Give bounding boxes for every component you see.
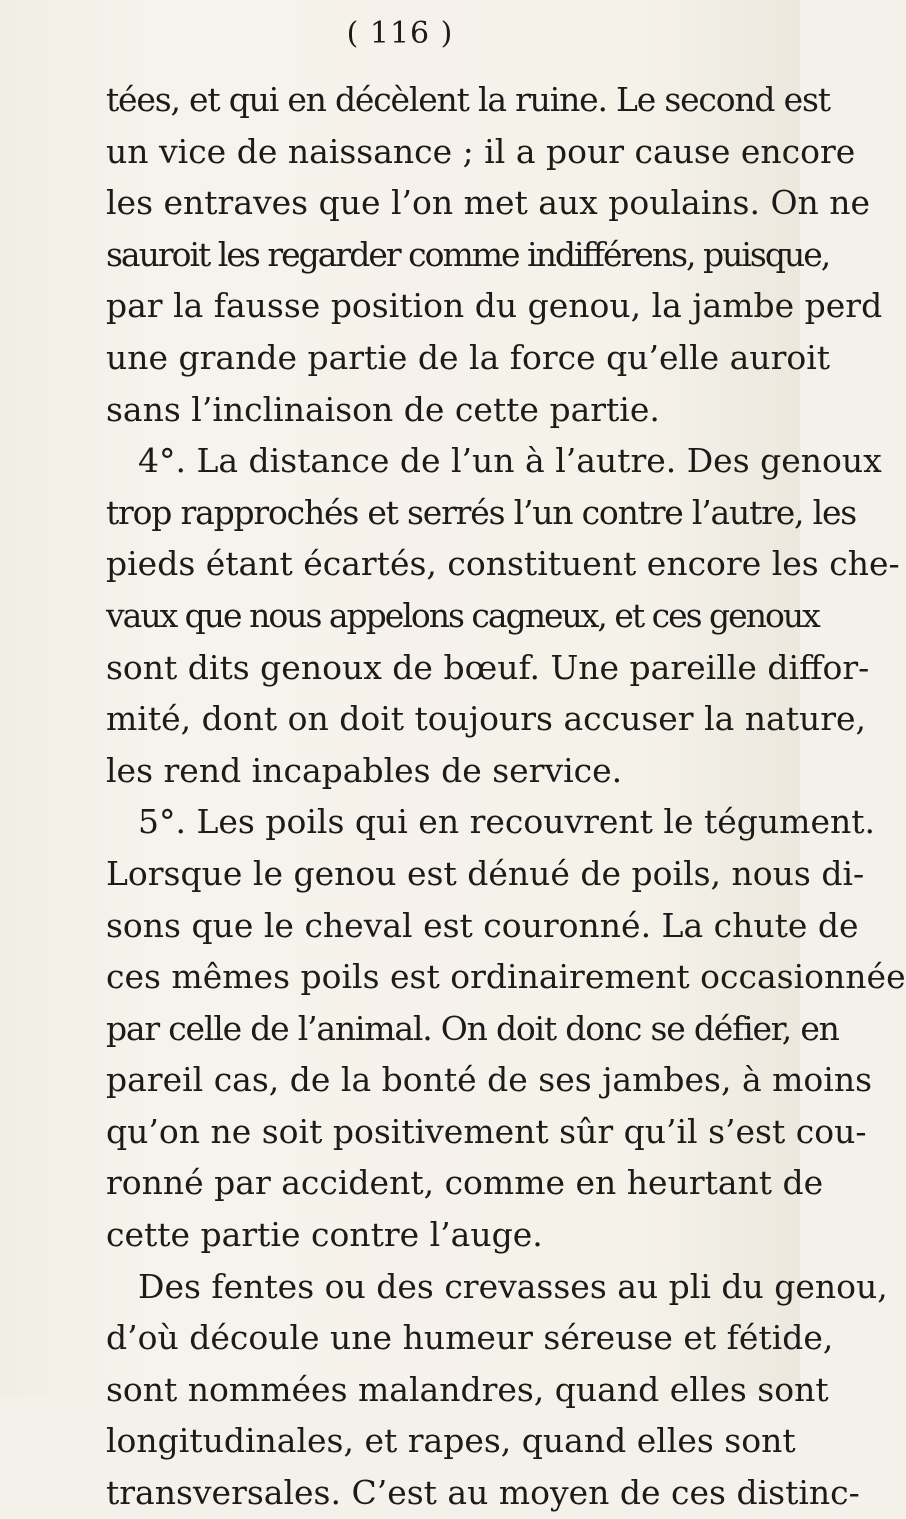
text-line: les entraves que l’on met aux poulains. On ne bbox=[106, 183, 871, 223]
text-line: qu’on ne soit positivement sûr qu’il s’est cou- bbox=[106, 1111, 867, 1151]
text-line: les rend incapables de service. bbox=[106, 750, 623, 790]
text-line: une grande partie de la force qu’elle auroit bbox=[106, 337, 831, 377]
text-line: 5°. Les poils qui en recouvrent le tégument. bbox=[138, 802, 875, 842]
text-line: sons que le cheval est couronné. La chute de bbox=[106, 905, 859, 945]
text-line: sans l’inclinaison de cette partie. bbox=[106, 389, 660, 429]
body-text bbox=[106, 74, 906, 1519]
text-line: longitudinales, et rapes, quand elles sont bbox=[106, 1421, 796, 1461]
text-line: par celle de l’animal. On doit donc se défier, en bbox=[106, 1008, 839, 1048]
page-number: ( 116 ) bbox=[346, 16, 454, 51]
text-line: un vice de naissance ; il a pour cause encore bbox=[106, 131, 856, 171]
text-line: sauroit les regarder comme indifférens, puisque, bbox=[106, 234, 830, 274]
text-line: pieds étant écartés, constituent encore les che- bbox=[106, 544, 900, 584]
text-line: sont nommées malandres, quand elles sont bbox=[106, 1369, 829, 1409]
text-line: ronné par accident, comme en heurtant de bbox=[106, 1163, 824, 1203]
text-line: sont dits genoux de bœuf. Une pareille diffor- bbox=[106, 647, 870, 687]
text-line: vaux que nous appelons cagneux, et ces genoux bbox=[106, 595, 819, 635]
text-line: Lorsque le genou est dénué de poils, nous di- bbox=[106, 853, 865, 893]
text-line: d’où découle une humeur séreuse et fétide, bbox=[106, 1318, 834, 1358]
text-line: par la fausse position du genou, la jambe perd bbox=[106, 286, 883, 326]
text-line: 4°. La distance de l’un à l’autre. Des genoux bbox=[138, 441, 882, 481]
text-line: transversales. C’est au moyen de ces distinc- bbox=[106, 1473, 860, 1513]
text-line: mité, dont on doit toujours accuser la nature, bbox=[106, 699, 867, 739]
text-line: Des fentes ou des crevasses au pli du genou, bbox=[138, 1266, 888, 1306]
text-line: cette partie contre l’auge. bbox=[106, 1215, 543, 1255]
text-line: trop rapprochés et serrés l’un contre l’autre, les bbox=[106, 492, 857, 532]
text-line: ces mêmes poils est ordinairement occasionnée bbox=[106, 957, 906, 997]
text-line: pareil cas, de la bonté de ses jambes, à moins bbox=[106, 1060, 873, 1100]
text-line: tées, et qui en décèlent la ruine. Le second est bbox=[106, 80, 830, 119]
